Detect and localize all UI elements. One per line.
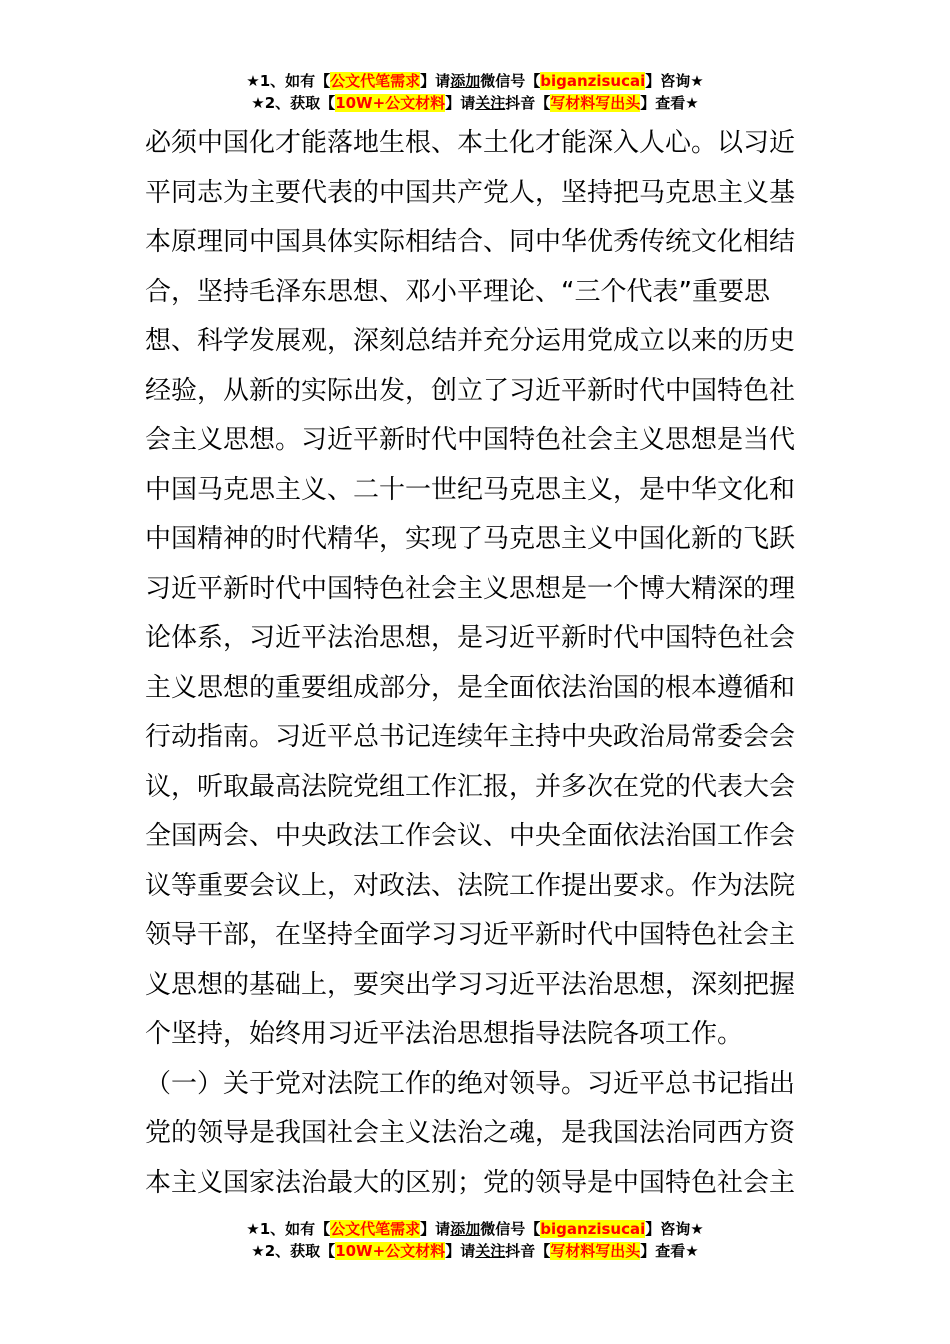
body-line: 行动指南。习近平总书记连续年主持中央政治局常委会会 [145, 722, 796, 752]
body-line: 主义思想的重要组成部分，是全面依法治国的根本遵循和 [145, 672, 796, 703]
body-line: 论体系，习近平法治思想，是习近平新时代中国特色社会 [145, 623, 796, 653]
body-line: 中国精神的时代精华，实现了马克思主义中国化新的飞跃 [145, 524, 796, 554]
body-line: 中国马克思主义、二十一世纪马克思主义，是中华文化和 [145, 474, 796, 505]
promo-text: 】查看★ [640, 1242, 699, 1260]
promo-text: 】咨询★ [645, 72, 704, 90]
promo-text: 】咨询★ [645, 1220, 704, 1238]
body-line: 经验，从新的实际出发，创立了习近平新时代中国特色社 [145, 375, 796, 406]
promo-text: 】请 [420, 72, 451, 90]
promo-highlight: 写材料写出头 [550, 94, 641, 112]
body-line: 义思想的基础上，要突出学习习近平法治思想，深刻把握 [145, 969, 796, 1000]
body-line: 平同志为主要代表的中国共产党人，坚持把马克思主义基 [145, 177, 796, 208]
promo-text: ★2、获取【 [251, 1242, 336, 1260]
body-line: 必须中国化才能落地生根、本土化才能深入人心。以习近 [145, 128, 796, 158]
body-line: 议，听取最高法院党组工作汇报，并多次在党的代表大会 [145, 771, 796, 802]
promo-line-1 [0, 70, 950, 92]
document-body [145, 119, 810, 1208]
promo-highlight: biganzisucai [540, 1220, 646, 1238]
body-line: 领导干部，在坚持全面学习习近平新时代中国特色社会主 [145, 920, 796, 950]
body-line: 习近平新时代中国特色社会主义思想是一个博大精深的理 [145, 573, 796, 604]
promo-highlight: 写材料写出头 [550, 1242, 641, 1260]
promo-line-2 [0, 92, 950, 114]
promo-text: 微信号【 [480, 72, 541, 90]
promo-line-2 [0, 1240, 950, 1262]
promo-underlined-text: 添加 [450, 1220, 481, 1238]
promo-highlight: 10W+公文材料 [335, 1242, 446, 1260]
body-line: 想、科学发展观，深刻总结并充分运用党成立以来的历史 [145, 326, 796, 356]
promo-text: ★1、如有【 [246, 72, 331, 90]
promo-highlight: 公文代笔需求 [330, 1220, 421, 1238]
promo-highlight: 公文代笔需求 [330, 72, 421, 90]
promo-text: 抖音【 [505, 1242, 551, 1260]
body-line: 个坚持，始终用习近平法治思想指导法院各项工作。 [145, 1019, 744, 1049]
promo-text: 微信号【 [480, 1220, 541, 1238]
footer-promo-banner [0, 1218, 950, 1262]
body-line: 党的领导是我国社会主义法治之魂，是我国法治同西方资 [145, 1118, 796, 1148]
body-line: 全国两会、中央政法工作会议、中央全面依法治国工作会 [145, 821, 796, 851]
promo-text: 】查看★ [640, 94, 699, 112]
promo-highlight: biganzisucai [540, 72, 646, 90]
section-heading-line: （一）关于党对法院工作的绝对领导。习近平总书记指出 [145, 1068, 796, 1099]
body-line: 合，坚持毛泽东思想、邓小平理论、“三个代表”重要思 [145, 276, 770, 307]
header-promo-banner [0, 70, 950, 114]
promo-text: 抖音【 [505, 94, 551, 112]
promo-text: 】请 [420, 1220, 451, 1238]
promo-text: 】请 [445, 94, 476, 112]
promo-underlined-text: 添加 [450, 72, 481, 90]
promo-text: 】请 [445, 1242, 476, 1260]
promo-text: ★2、获取【 [251, 94, 336, 112]
body-line: 本主义国家法治最大的区别；党的领导是中国特色社会主 [145, 1167, 796, 1198]
body-line: 议等重要会议上，对政法、法院工作提出要求。作为法院 [145, 870, 796, 901]
promo-line-1 [0, 1218, 950, 1240]
promo-underlined-text: 关注 [475, 94, 506, 112]
body-line: 本原理同中国具体实际相结合、同中华优秀传统文化相结 [145, 227, 796, 257]
body-line: 会主义思想。习近平新时代中国特色社会主义思想是当代 [145, 425, 796, 455]
promo-text: ★1、如有【 [246, 1220, 331, 1238]
promo-highlight: 10W+公文材料 [335, 94, 446, 112]
promo-underlined-text: 关注 [475, 1242, 506, 1260]
